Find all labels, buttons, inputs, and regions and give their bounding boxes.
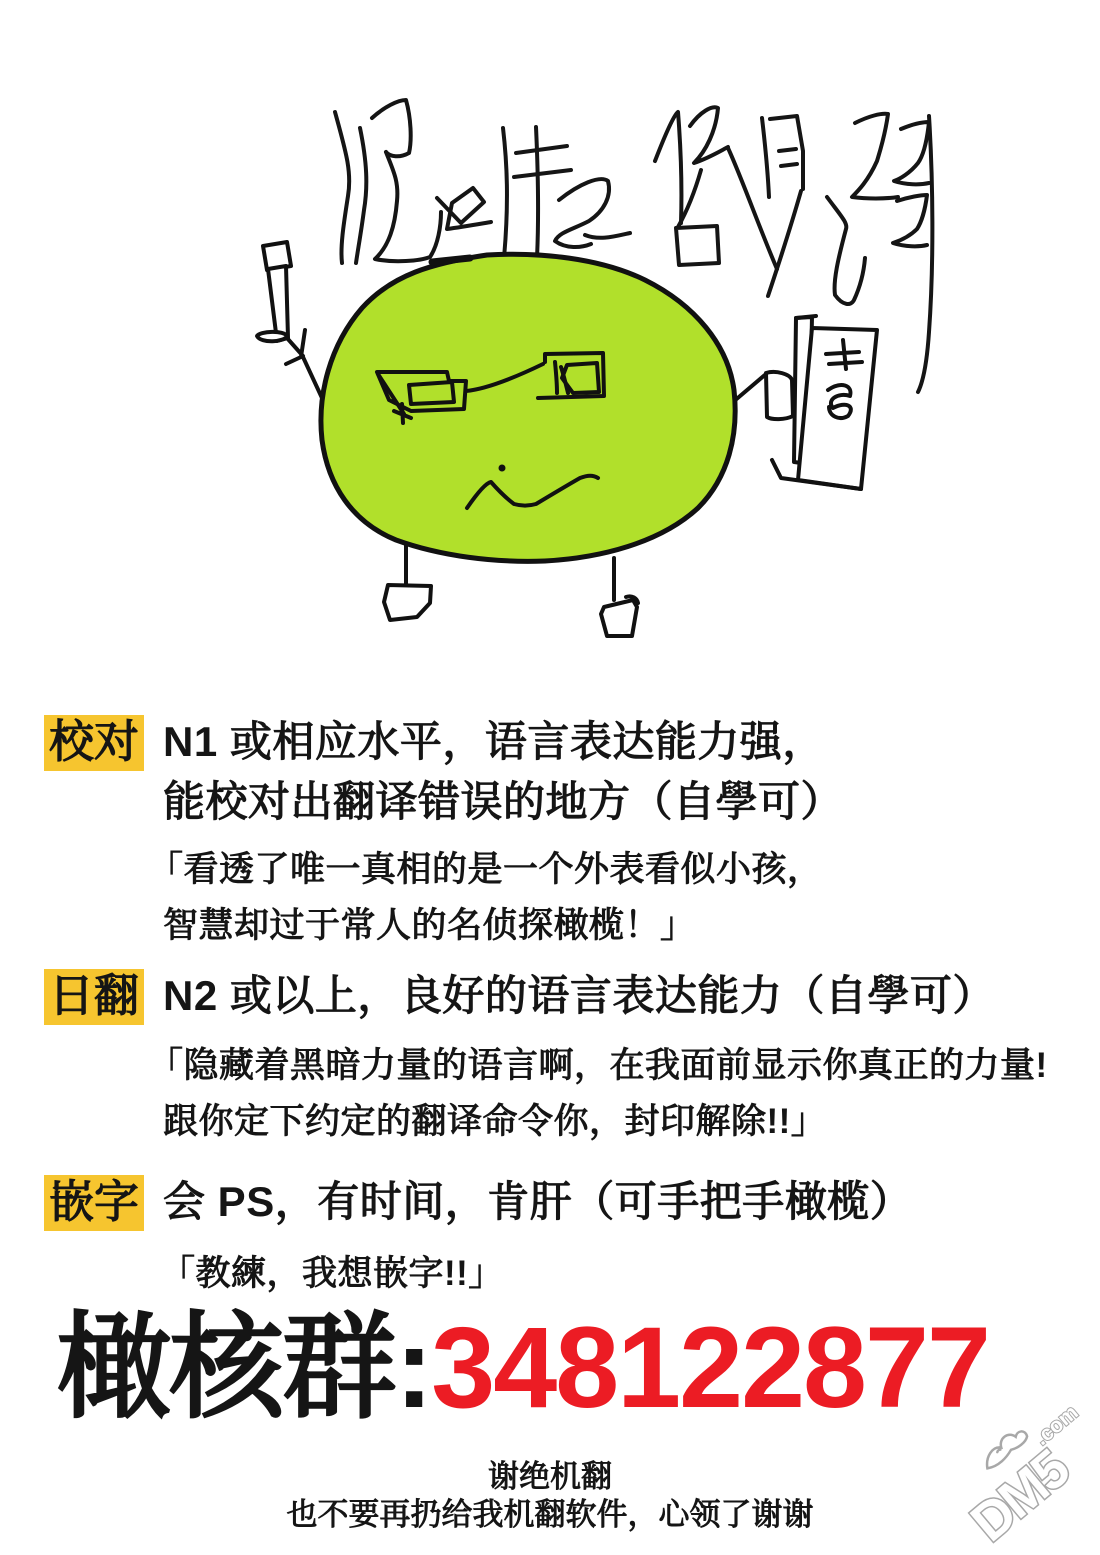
- left-foot: [384, 585, 431, 620]
- quote-line: 跟你定下约定的翻译命令你，封印解除!!」: [163, 1102, 827, 1141]
- requirement-line: N2 或以上，良好的语言表达能力（自學可）: [163, 972, 995, 1019]
- olive-body: [321, 254, 735, 561]
- role-tag-translator: 日翻: [44, 969, 144, 1025]
- dm5-watermark: [948, 1395, 1098, 1555]
- role-tag-proofreader: 校对: [44, 715, 144, 771]
- nose-dot: [499, 465, 506, 472]
- quote-line: 「隐藏着黑暗力量的语言啊，在我面前显示你真正的力量!: [148, 1046, 1048, 1085]
- footer-notes: [0, 1458, 1100, 1534]
- qq-group-label: 橄核群:: [56, 1304, 432, 1432]
- watermark-suffix: .com: [1030, 1400, 1083, 1450]
- requirement-line: 能校对出翻译错误的地方（自學可）: [163, 778, 844, 825]
- right-hand: [766, 372, 793, 419]
- watermark-text: DM5: [959, 1439, 1079, 1554]
- requirement-line: N1 或相应水平，语言表达能力强，: [163, 718, 825, 765]
- footer-line: 也不要再扔给我机翻软件，心领了谢谢: [286, 1497, 814, 1532]
- right-foot: [601, 600, 637, 636]
- pen-doodle-body: [268, 266, 288, 341]
- section-proofreader: [0, 712, 1100, 954]
- qq-group-line: [56, 1298, 989, 1438]
- left-hand: [257, 332, 287, 341]
- footer-line: 谢绝机翻: [488, 1459, 612, 1494]
- quote-line: 「看透了唯一真相的是一个外表看似小孩，: [148, 850, 823, 889]
- section-typesetter: [0, 1172, 1100, 1302]
- role-tag-typesetter: 嵌字: [44, 1175, 144, 1231]
- qq-group-number: 348122877: [431, 1304, 989, 1432]
- quote-line: 智慧却过于常人的名侦探橄榄！」: [163, 906, 696, 945]
- quote-line: 「教練，我想嵌字!!」: [160, 1254, 504, 1293]
- left-arm: [286, 330, 322, 398]
- right-arm: [733, 374, 766, 402]
- requirement-line: 会 PS，有时间，肯肝（可手把手橄榄）: [163, 1178, 913, 1225]
- header-doodle: [0, 0, 1100, 680]
- section-translator: [0, 966, 1100, 1150]
- olive-mascot: [257, 242, 877, 636]
